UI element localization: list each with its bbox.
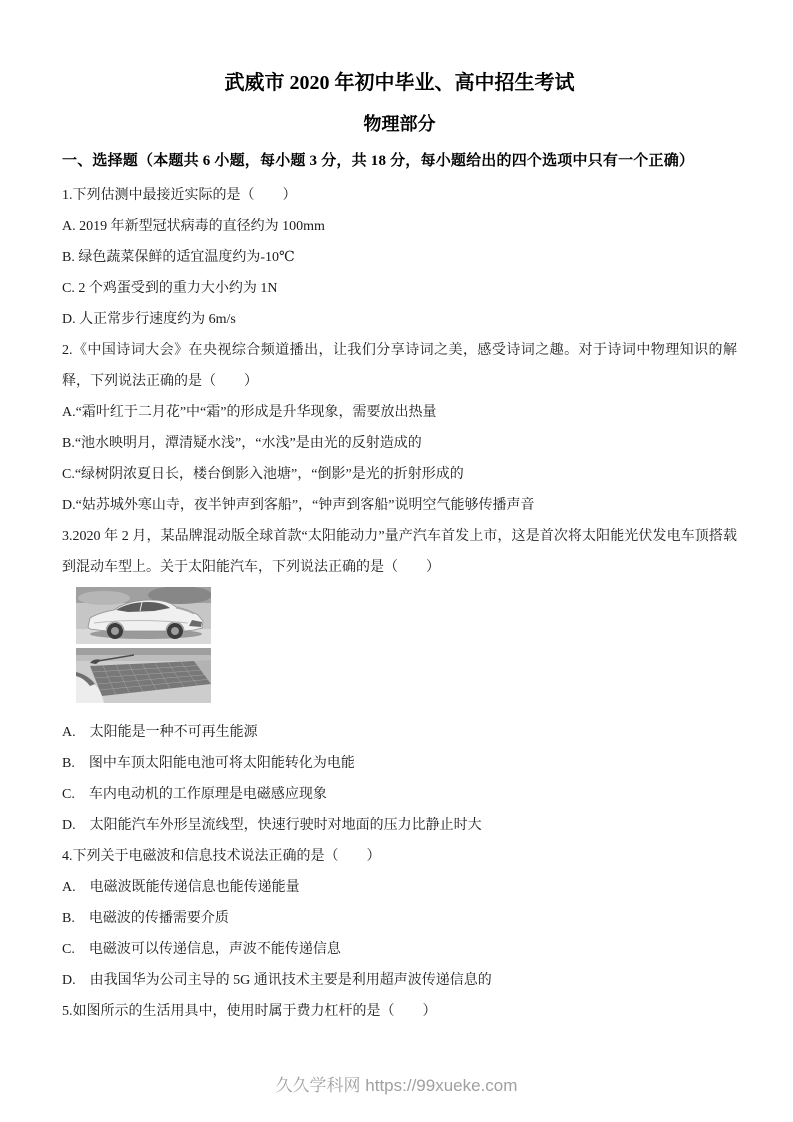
q4-stem: 4.下列关于电磁波和信息技术说法正确的是（ ） <box>62 849 381 864</box>
solar-car-photo <box>76 587 211 644</box>
q3-option-a: A. 太阳能是一种不可再生能源 <box>62 725 258 740</box>
q3-option-d: D. 太阳能汽车外形呈流线型，快速行驶时对地面的压力比静止时大 <box>62 818 482 833</box>
section-heading: 一、选择题（本题共 6 小题，每小题 3 分，共 18 分，每小题给出的四个选项中只有一个正确） <box>62 153 695 169</box>
q4-option-d: D. 由我国华为公司主导的 5G 通讯技术主要是利用超声波传递信息的 <box>62 973 492 988</box>
q3-stem: 3.2020 年 2 月，某品牌混动版全球首款“太阳能动力”量产汽车首发上市，这是首次将太阳能光伏发电车顶搭载到混动车型上。关于太阳能汽车，下列说法正确的是（ ） <box>62 529 737 575</box>
question-5 <box>62 996 737 1027</box>
q2-option-c: C.“绿树阴浓夏日长，楼台倒影入池塘”，“倒影”是光的折射形成的 <box>62 467 464 482</box>
q3-figure <box>76 587 211 703</box>
q5-stem: 5.如图所示的生活用具中，使用时属于费力杠杆的是（ ） <box>62 1004 437 1019</box>
question-2 <box>62 335 737 521</box>
q4-option-a: A. 电磁波既能传递信息也能传递能量 <box>62 880 300 895</box>
q1-option-a: A. 2019 年新型冠状病毒的直径约为 100mm <box>62 219 325 234</box>
q2-option-b: B.“池水映明月，潭清疑水浅”，“水浅”是由光的反射造成的 <box>62 436 422 451</box>
q1-option-b: B. 绿色蔬菜保鲜的适宜温度约为-10℃ <box>62 250 295 265</box>
q4-option-b: B. 电磁波的传播需要介质 <box>62 911 229 926</box>
question-4 <box>62 841 737 996</box>
solar-roof-photo <box>76 648 211 703</box>
q4-option-c: C. 电磁波可以传递信息，声波不能传递信息 <box>62 942 341 957</box>
q2-option-a: A.“霜叶红于二月花”中“霜”的形成是升华现象，需要放出热量 <box>62 405 437 420</box>
page-title: 武威市 2020 年初中毕业、高中招生考试 <box>224 72 575 94</box>
page-subtitle: 物理部分 <box>363 114 436 134</box>
q3-option-b: B. 图中车顶太阳能电池可将太阳能转化为电能 <box>62 756 355 771</box>
q1-stem: 1.下列估测中最接近实际的是（ ） <box>62 188 297 203</box>
q3-option-c: C. 车内电动机的工作原理是电磁感应现象 <box>62 787 327 802</box>
question-3 <box>62 521 737 841</box>
watermark-footer: 久久学科网 https://99xueke.com <box>275 1076 518 1095</box>
q1-option-d: D. 人正常步行速度约为 6m/s <box>62 312 236 327</box>
q2-option-d: D.“姑苏城外寒山寺，夜半钟声到客船”，“钟声到客船”说明空气能够传播声音 <box>62 498 535 513</box>
q1-option-c: C. 2 个鸡蛋受到的重力大小约为 1N <box>62 281 278 296</box>
q2-stem: 2.《中国诗词大会》在央视综合频道播出，让我们分享诗词之美，感受诗词之趣。对于诗词中物理知识的解释，下列说法正确的是（ ） <box>62 343 737 389</box>
question-1 <box>62 180 737 335</box>
